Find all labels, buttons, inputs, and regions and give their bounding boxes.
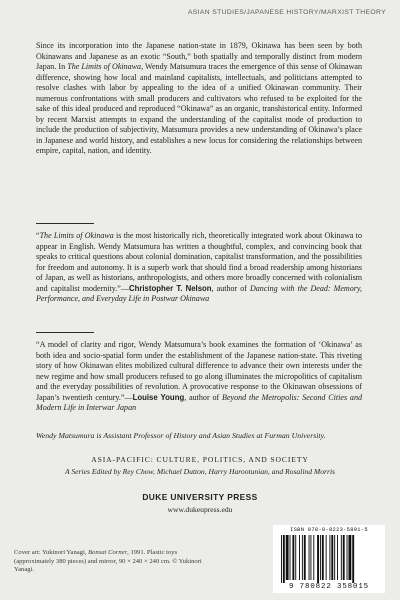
description-book-title: The Limits of Okinawa	[67, 62, 142, 72]
barcode-bar	[343, 535, 345, 580]
barcode-bar	[304, 535, 306, 580]
barcode-bar	[326, 535, 327, 580]
barcode-bar	[295, 535, 296, 580]
barcode-bar	[302, 535, 303, 580]
description-part-2: , Wendy Matsumura traces the emergence of this sense of Okinawan difference, showing how local and mainland capitalists, intellectuals, and politicians attempted to resolve clashes with labor by appealing to the idea of a unified Okinawan community. Their numerous confrontations with small producers and cultivators who refused to be exploited for the sake of this ideal produced and reproduced “Okinawa” as an organic, transhistorical entity. Informed by recent Marxist attempts to expand the understanding of the capitalist mode of production to include the production of subjectivity, Matsumura provides a new understanding of Okinawa’s place in Japanese and world history, and establishes a new locus for considering the relationships between empire, capital, nation, and identity.	[36, 62, 362, 156]
author-bio: Wendy Matsumura is Assistant Professor of History and Asian Studies at Furman University.	[36, 431, 326, 440]
barcode-digits: 9 780822 358015	[288, 583, 370, 591]
publisher-website: www.dukeupress.edu	[167, 505, 233, 514]
blurb-young	[36, 340, 362, 414]
cover-art-artist: Yukinori Yanagi,	[41, 549, 89, 556]
barcode-bar	[317, 535, 319, 583]
isbn-number: ISBN 978-0-8223-5801-5	[290, 527, 368, 533]
series-info	[20, 455, 380, 477]
barcode-bar	[348, 535, 351, 580]
barcode-bar	[334, 535, 335, 580]
quote1-author-suffix: , author of	[211, 283, 250, 293]
divider-rule	[36, 332, 94, 333]
description-part-1: Since its incorporation into the Japanese nation-state in 1879, Okinawa has been seen by both Okinawans and Japanese as an exotic “South,” both spatially and temporally distinct from modern Japan. In	[36, 41, 362, 72]
publisher-name: DUKE UNIVERSITY PRESS	[142, 492, 258, 502]
cover-art-label: Cover art:	[14, 549, 42, 556]
quote2-text: “A model of clarity and rigor, Wendy Matsumura’s book examines the formation of ‘Okinawa’ as both idea and socio-spatial form under the establishment of the Japanese nation-state. This riveting story of how Okinawan elites mobilized cultural difference to advance their own interests under the new regime and how small producers refused to go along illuminates the micropolitics of capitalism and the everyday possibilities of revolution. A provocative response to the Okinawan obsessions of Japan’s twentieth century.”	[36, 340, 362, 402]
quote2-author: Louise Young	[132, 392, 185, 402]
quote1-dash: —	[120, 283, 129, 293]
barcode-box	[273, 525, 385, 593]
barcode-bar	[299, 535, 300, 580]
barcode-bar	[347, 535, 348, 580]
barcode-bar	[322, 535, 324, 580]
barcode-bar	[310, 535, 311, 580]
cover-art-details: , 1991. Plastic toys (approximately 380 pieces) and mirror, 90 × 240 × 240 cm. © Yukinori Yanagi.	[14, 549, 202, 574]
quote1-text: is the most historically rich, theoretically integrated work about Okinawa to appear in English. Wendy Matsumura has written a thoughtful, complex, and convincing book that speaks to critical questions about colonial domination, capitalist transformation, and the possibilities for freedom and autonomy. It is a superb work that should find a broad readership among historians of Japan, as well as historians, anthropologists, and others more broadly concerned with colonialism and capitalist modernity.”	[36, 231, 362, 293]
divider-rule	[36, 223, 94, 224]
quote2-author-book: Beyond the Metropolis: Second Cities and Modern Life in Interwar Japan	[36, 392, 362, 413]
barcode-bar	[309, 535, 310, 580]
subject-category: ASIAN STUDIES/JAPANESE HISTORY/MARXIST THEORY	[187, 9, 386, 16]
barcode-bar	[331, 535, 333, 580]
quote1-book-title: The Limits of Okinawa	[39, 231, 114, 240]
barcode-bar	[352, 535, 354, 583]
series-editors: A Series Edited by Rey Chow, Michael Dutton, Harry Harootunian, and Rosalind Morris	[64, 467, 336, 476]
quote1-author: Christopher T. Nelson	[128, 283, 212, 293]
quote2-dash: —	[124, 392, 133, 402]
barcode-bar	[292, 535, 294, 580]
barcode-bar	[281, 535, 282, 583]
series-name: ASIA-PACIFIC: CULTURE, POLITICS, AND SOCIETY	[91, 455, 309, 464]
barcode-bar	[341, 535, 342, 580]
barcode-bar	[283, 535, 285, 583]
cover-art-credit	[14, 549, 202, 575]
barcode-bar	[337, 535, 338, 580]
quote1-author-book: Dancing with the Dead: Memory, Performance, and Everyday Life in Postwar Okinawa	[36, 283, 363, 304]
barcode-bar	[286, 535, 289, 580]
barcode-bar	[329, 535, 330, 580]
book-description	[36, 41, 362, 157]
blurb-nelson	[36, 231, 362, 305]
barcode-bar	[320, 535, 321, 580]
quote2-author-suffix: , author of	[184, 392, 223, 402]
barcode-bar	[290, 535, 291, 580]
barcode-bar	[313, 535, 314, 580]
quote-open-mark: “	[36, 231, 40, 240]
barcode-icon	[275, 535, 383, 583]
cover-art-title: Bonsai Corner	[88, 549, 128, 556]
